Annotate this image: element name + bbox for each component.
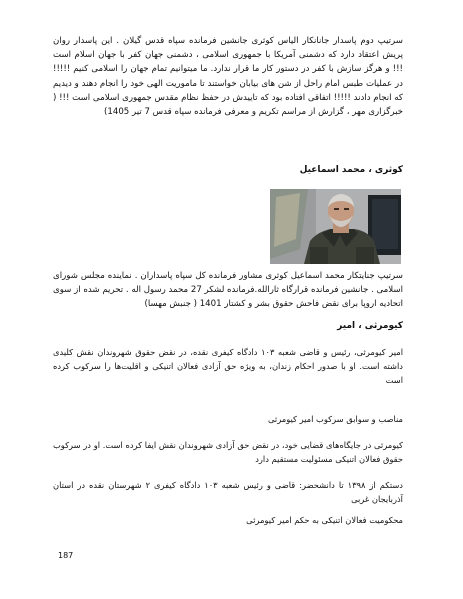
paragraph-kiyoumarsi-positions-title: [53, 412, 403, 426]
portrait-image: [270, 189, 401, 264]
heading-text: کوثری ، محمد اسماعیل: [299, 165, 403, 175]
paragraph-kowsari-elias: [53, 34, 403, 119]
paragraph-text: محکومیت فعالان اتنیکی به حکم امیر کیومرثی: [246, 515, 403, 525]
paragraph-kiyoumarsi-role: [53, 438, 403, 466]
paragraph-text: کیومرثی در جایگاه‌های قضایی خود، در نقض حق آزادی شهروندان نقش ایفا کرده است. او در سرکوب حقوق فعالان اتنیکی مسئولیت مستقیم دارد: [53, 440, 403, 464]
heading-kowsari: [53, 164, 403, 177]
page-number: 187: [58, 551, 74, 560]
heading-text: کیومرثی ، امیر: [337, 321, 403, 331]
portrait-photo: [270, 189, 401, 264]
paragraph-kowsari-mohammad: [53, 269, 403, 312]
paragraph-text: سرتیپ جنایتکار محمد اسماعیل کوثری مشاور فرمانده کل سپاه پاسداران . نماینده مجلس شورای اسلامی . جانشین فرمانده قرارگاه ثارالله.فرمانده لشکر 27 محمد رسول اله . تحریم شده از سوی اتحادیه اروپا برای نقض فاحش حقوق بشر و کشتار 1401 ( جنبش مهسا): [53, 271, 403, 310]
paragraph-kiyoumarsi-tenure: [53, 478, 403, 506]
paragraph-kiyoumarsi-convictions: [53, 513, 403, 527]
paragraph-text: دستکم از ۱۳۹۸ تا دانشحضر: قاضی و رئیس شعبه ۱۰۳ دادگاه کیفری ۲ شهرستان نقده در استان آذربایجان غربی: [53, 480, 403, 504]
paragraph-text: امیر کیومرثی، رئیس و قاضی شعبه ۱۰۳ دادگاه کیفری نقده، در نقض حقوق شهروندان نقش کلیدی داشته است. او با صدور احکام زندان، به ویژه حق آزادی فعالان اتنیکی و اقلیت‌ها را سرکوب کرده است: [53, 347, 403, 385]
paragraph-text: مناصب و سوابق سرکوب امیر کیومرثی: [267, 414, 403, 424]
heading-kiyoumarsi: [53, 320, 403, 333]
paragraph-text: سرتیپ دوم پاسدار جانانکار الیاس کوثری جانشین فرمانده سپاه قدس گیلان . این پاسدار روان پریش اعتقاد دارد که دشمنی آمریکا با جمهوری اسلامی ، دشمنی جهان کفر با جهان اسلام است !!! و هرگز سازش با کفر در دستور کار ما قرار ندارد. ما میتوانیم تمام جهان را اسلامی کنیم !!!!! در عملیات طبس امام راحل از شن های بیابان خواستند تا ماموریت الهی خود را انجام دهند و دیدیم که انجام دادند !!!!! اتفاقی افتاده بود که تاییدش در حفظ نظام مقدس جمهوری اسلامی است !!! ( خبرگزاری مهر ، گزارش از مراسم تکریم و معرفی فرمانده سپاه قدس 7 تیر 1405): [53, 36, 403, 118]
paragraph-kiyoumarsi-intro: [53, 345, 403, 387]
